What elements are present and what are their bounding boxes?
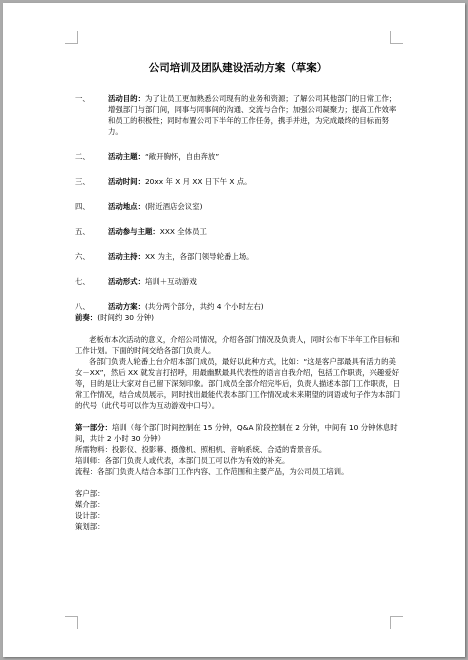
section-time: 三、 活动时间：20xx 年 X 月 XX 日下午 X 点。 [75,177,252,186]
section-theme: 二、 活动主题：“敞开胸怀，自由奔放” [75,152,220,161]
trainers-line: 培训师：各部门负责人或代表，本部门员工可以作为有效的补充。 [75,456,290,465]
document-page [3,3,465,657]
margin-mark [390,616,403,629]
margin-mark [390,31,403,44]
section-location: 四、 活动地点：(附近酒店会议室) [75,202,203,211]
department-list [75,488,401,532]
margin-mark [65,31,78,44]
materials-line: 所需物料：投影仪、投影幕、摄像机、照相机、音响系统、合适的背景音乐。 [75,445,327,454]
section-participants: 五、 活动参与主题：XXX 全体员工 [75,227,207,236]
process-line: 流程：各部门负责人结合本部门工作内容、工作范围和主要产品，为公司员工培训。 [75,467,349,476]
department-item: 策划部： [75,522,105,531]
document-body[interactable] [75,61,401,532]
department-item: 媒介部： [75,500,105,509]
margin-mark [65,616,78,629]
section-plan: 八、 活动方案：(共分两个部分，共约 4 个小时左右) [75,302,264,311]
paragraph-departments: 各部门负责人轮番上台介绍本部门成员，最好以此种方式，比如：“这是客户部最具有活力的美女－XX”，然后 XX 就发言打招呼，用最幽默最具代表性的语言自我介绍，包括工作职责，兴趣爱好等，目的是让大家对自己留下深刻印象。部门成员全部介绍完毕后，负责人描述本部门工作职责，日常工作情况，结合成员展示，同时找出最能代表本部门工作情况或未来期望的词语或句子作为本部门的代号（此代号可以作为互动游戏中口号）。 [75,357,401,410]
part-one: 第一部分：培训（每个部门时间控制在 15 分钟，Q&A 阶段控制在 2 分钟，中间有 10 分钟休息时间，共计 2 小时 30 分钟） [75,423,398,443]
preface-line: 前奏：(时间约 30 分钟) [75,313,155,322]
section-host: 六、 活动主持：XX 为主，各部门领导轮番上场。 [75,252,254,261]
document-title: 公司培训及团队建设活动方案（草案） [148,62,328,74]
department-item: 客户部： [75,489,105,498]
department-item: 设计部： [75,511,105,520]
paragraph-intro: 老板布本次活动的意义，介绍公司情况，介绍各部门情况及负责人，同时公布下半年工作目标和工作计划。下面的时间交给各部门负责人。 [75,335,400,355]
section-format: 七、 活动形式：培训＋互动游戏 [75,277,197,286]
section-purpose: 一、 活动目的：为了让员工更加熟悉公司现有的业务和资源；了解公司其他部门的日常工作；增强部门与部门间，同事与同事间的沟通、交流与合作；加强公司凝聚力；提高工作效率和员工的积极性；同时布置公司下半年的工作任务，携手并进，为完成最终的目标而努力。 [75,94,397,136]
